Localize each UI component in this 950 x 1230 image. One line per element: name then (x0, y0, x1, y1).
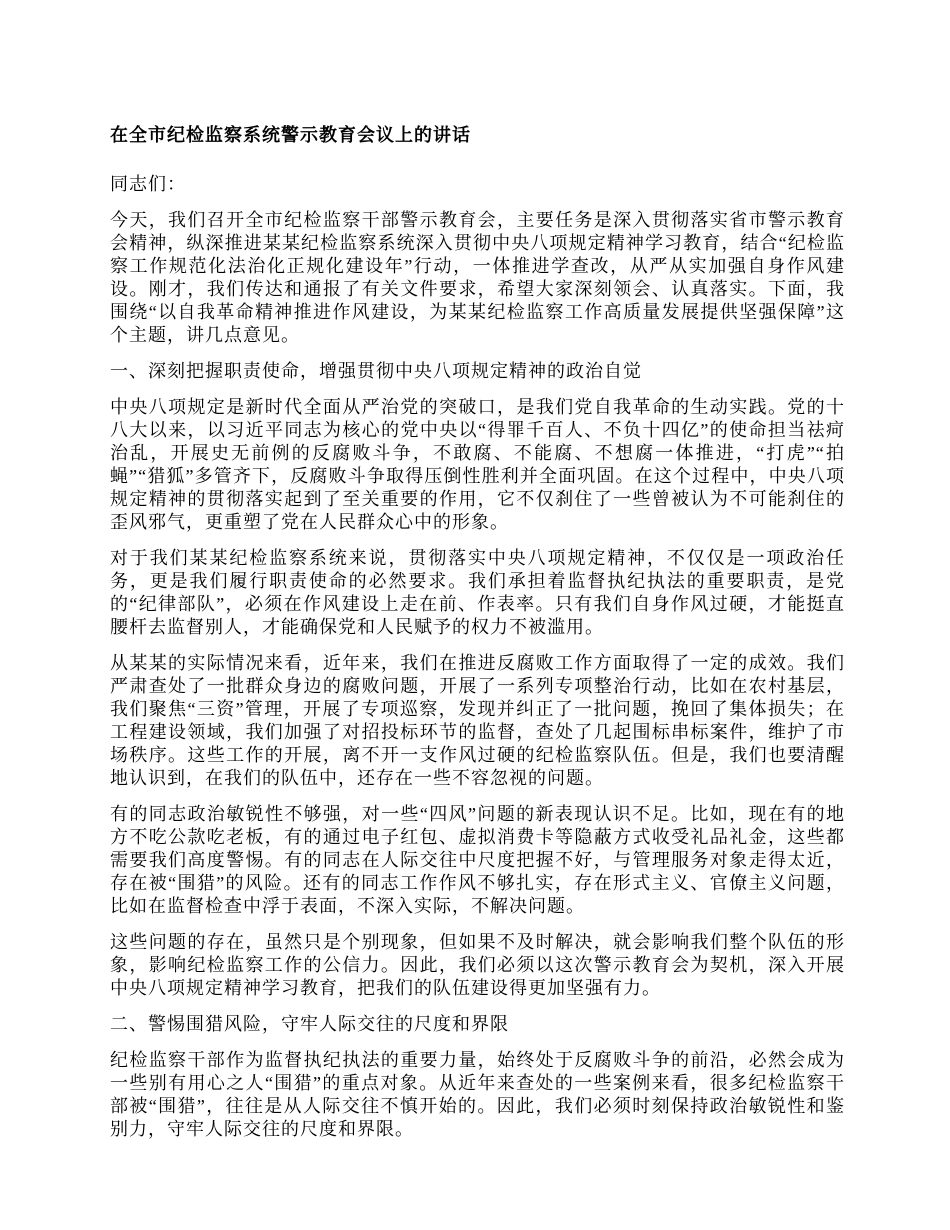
document-title: 在全市纪检监察系统警示教育会议上的讲话 (110, 125, 471, 145)
section-1-heading: 一、深刻把握职责使命，增强贯彻中央八项规定精神的政治自觉 (110, 361, 642, 381)
section-2-paragraph-1: 纪检监察干部作为监督执纪执法的重要力量，始终处于反腐败斗争的前沿，必然会成为一些别有用心之人“围猎”的重点对象。从近年来查处的一些案例来看，很多纪检监察干部被“围猎”，往往是从人际交往不慎开始的。因此，我们必须时刻保持政治敏锐性和鉴别力，守牢人际交往的尺度和界限。 (110, 1050, 845, 1139)
salutation: 同志们： (110, 174, 186, 194)
section-1-paragraph-3: 从某某的实际情况来看，近年来，我们在推进反腐败工作方面取得了一定的成效。我们严肃查处了一批群众身边的腐败问题，开展了一系列专项整治行动，比如在农村基层，我们聚焦“三资”管理，开展了专项巡察，发现并纠正了一批问题，挽回了集体损失；在工程建设领域，我们加强了对招投标环节的监督，查处了几起围标串标案件，维护了市场秩序。这些工作的开展，离不开一支作风过硬的纪检监察队伍。但是，我们也要清醒地认识到，在我们的队伍中，还存在一些不容忽视的问题。 (110, 653, 845, 788)
section-1-paragraph-4: 有的同志政治敏锐性不够强，对一些“四风”问题的新表现认识不足。比如，现在有的地方不吃公款吃老板，有的通过电子红包、虚拟消费卡等隐蔽方式收受礼品礼金，这些都需要我们高度警惕。有的同志在人际交往中尺度把握不好，与管理服务对象走得太近，存在被“围猎”的风险。还有的同志工作作风不够扎实，存在形式主义、官僚主义问题，比如在监督检查中浮于表面，不深入实际，不解决问题。 (110, 804, 845, 916)
section-1-paragraph-1: 中央八项规定是新时代全面从严治党的突破口，是我们党自我革命的生动实践。党的十八大以来，以习近平同志为核心的党中央以“得罪千百人、不负十四亿”的使命担当祛疴治乱，开展史无前例的反腐败斗争，不敢腐、不能腐、不想腐一体推进，“打虎”“拍蝇”“猎狐”多管齐下，反腐败斗争取得压倒性胜利并全面巩固。在这个过程中，中央八项规定精神的贯彻落实起到了至关重要的作用，它不仅刹住了一些曾被认为不可能刹住的歪风邪气，更重塑了党在人民群众心中的形象。 (110, 397, 845, 532)
section-1-paragraph-5: 这些问题的存在，虽然只是个别现象，但如果不及时解决，就会影响我们整个队伍的形象，影响纪检监察工作的公信力。因此，我们必须以这次警示教育会为契机，深入开展中央八项规定精神学习教育，把我们的队伍建设得更加坚强有力。 (110, 932, 845, 998)
section-2-heading: 二、警惕围猎风险，守牢人际交往的尺度和界限 (110, 1014, 509, 1034)
intro-paragraph: 今天，我们召开全市纪检监察干部警示教育会，主要任务是深入贯彻落实省市警示教育会精神，纵深推进某某纪检监察系统深入贯彻中央八项规定精神学习教育，结合“纪检监察工作规范化法治化正规化建设年”行动，一体推进学查改，从严从实加强自身作风建设。刚才，我们传达和通报了有关文件要求，希望大家深刻领会、认真落实。下面，我围绕“以自我革命精神推进作风建设，为某某纪检监察工作高质量发展提供坚强保障”这个主题，讲几点意见。 (110, 210, 845, 345)
section-1-paragraph-2: 对于我们某某纪检监察系统来说，贯彻落实中央八项规定精神，不仅仅是一项政治任务，更是我们履行职责使命的必然要求。我们承担着监督执纪执法的重要职责，是党的“纪律部队”，必须在作风建设上走在前、作表率。只有我们自身作风过硬，才能挺直腰杆去监督别人，才能确保党和人民赋予的权力不被滥用。 (110, 548, 845, 637)
